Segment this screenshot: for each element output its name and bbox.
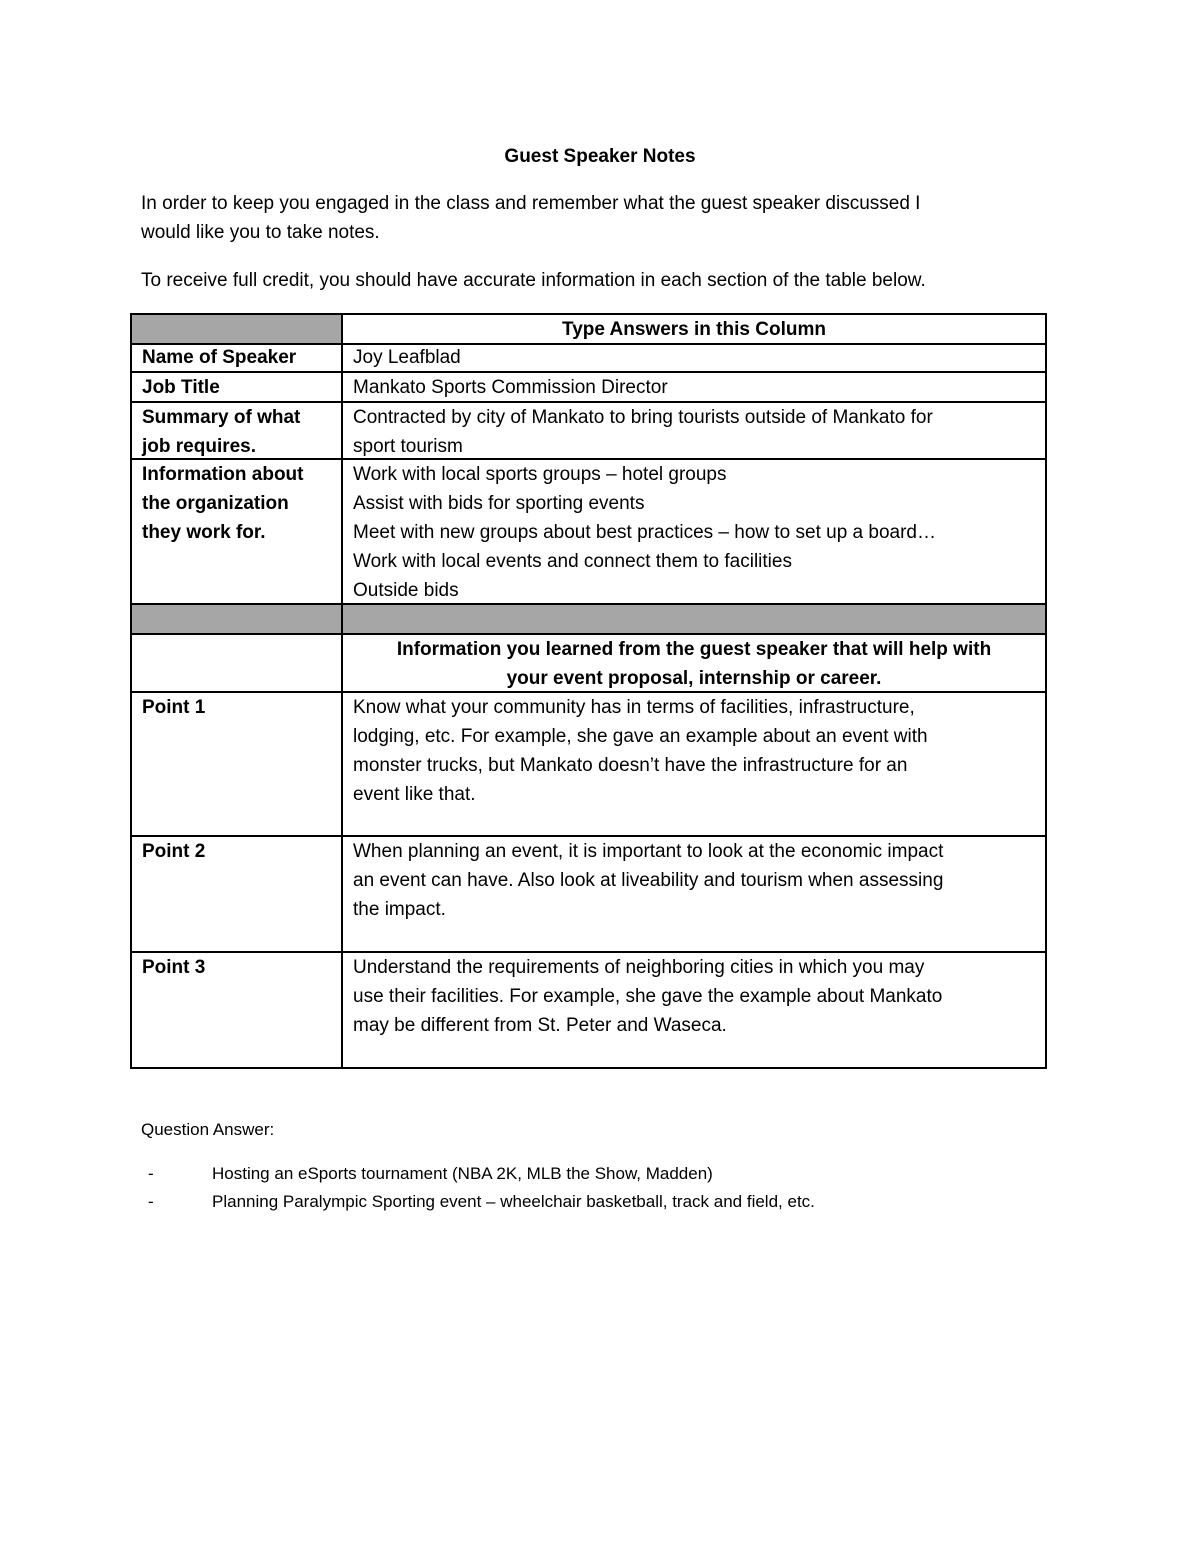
table-header-row	[132, 315, 1045, 345]
point-label-cell	[132, 953, 343, 1069]
row-value: Mankato Sports Commission Director	[353, 377, 668, 398]
notes-table	[130, 313, 1047, 1069]
point-row	[132, 837, 1045, 953]
row-label-cell	[132, 373, 343, 401]
point-row	[132, 953, 1045, 1069]
point-text: When planning an event, it is important to look at the economic impact	[353, 841, 944, 862]
row-value: Work with local sports groups – hotel groups	[353, 464, 727, 485]
section-header: your event proposal, internship or career.	[506, 668, 882, 689]
section-header: Information you learned from the guest speaker that will help with	[396, 639, 992, 660]
table-row	[132, 460, 1045, 605]
point-text: an event can have. Also look at liveability and tourism when assessing	[353, 870, 944, 891]
row-value-cell	[343, 403, 1045, 458]
point-value-cell	[343, 693, 1045, 835]
section-header-row	[132, 635, 1045, 693]
column-header: Type Answers in this Column	[562, 319, 826, 340]
row-value: Assist with bids for sporting events	[353, 493, 645, 514]
point-label-cell	[132, 837, 343, 951]
point-text: Understand the requirements of neighboring cities in which you may	[353, 957, 925, 978]
answer-item: Hosting an eSports tournament (NBA 2K, MLB the Show, Madden)	[212, 1164, 713, 1183]
row-value: Joy Leafblad	[353, 347, 461, 368]
row-value-cell	[343, 343, 1045, 371]
point-label: Point 3	[142, 957, 206, 978]
section-header-cell	[343, 635, 1045, 691]
row-value: Outside bids	[353, 580, 459, 601]
row-label-cell	[132, 403, 343, 458]
row-value: Work with local events and connect them to facilities	[353, 551, 792, 572]
page-title: Guest Speaker Notes	[504, 146, 696, 167]
row-value: Contracted by city of Mankato to bring tourists outside of Mankato for	[353, 407, 933, 428]
question-answer-label: Question Answer:	[141, 1120, 275, 1139]
row-label: Information about	[142, 464, 304, 485]
table-row	[132, 343, 1045, 373]
point-label-cell	[132, 693, 343, 835]
row-label: they work for.	[142, 522, 266, 543]
row-value: Meet with new groups about best practices – how to set up a board…	[353, 522, 936, 543]
row-label: Name of Speaker	[142, 347, 297, 368]
gray-cell	[343, 605, 1045, 633]
point-text: Know what your community has in terms of facilities, infrastructure,	[353, 697, 915, 718]
row-value: sport tourism	[353, 436, 463, 457]
row-label: the organization	[142, 493, 289, 514]
intro-line-1: In order to keep you engaged in the class and remember what the guest speaker discussed I	[141, 193, 921, 214]
header-cell	[343, 315, 1045, 343]
row-label-cell	[132, 343, 343, 371]
row-value-cell	[343, 373, 1045, 401]
bullet-dash: -	[148, 1164, 154, 1183]
point-value-cell	[343, 837, 1045, 951]
point-label: Point 1	[142, 697, 206, 718]
empty-cell	[132, 635, 343, 691]
table-row	[132, 403, 1045, 460]
point-text: use their facilities. For example, she gave the example about Mankato	[353, 986, 943, 1007]
table-row	[132, 373, 1045, 403]
bullet-dash: -	[148, 1192, 154, 1211]
gray-cell	[132, 605, 343, 633]
point-text: may be different from St. Peter and Waseca.	[353, 1015, 727, 1036]
point-text: event like that.	[353, 784, 476, 805]
row-value-cell	[343, 460, 1045, 603]
row-label: job requires.	[142, 436, 257, 457]
point-text: lodging, etc. For example, she gave an example about an event with	[353, 726, 928, 747]
row-label: Job Title	[142, 377, 220, 398]
row-label-cell	[132, 460, 343, 603]
intro-line-2: would like you to take notes.	[141, 222, 380, 243]
point-label: Point 2	[142, 841, 206, 862]
header-label-cell	[132, 315, 343, 343]
instruction: To receive full credit, you should have accurate information in each section of the table below.	[141, 270, 926, 291]
row-label: Summary of what	[142, 407, 301, 428]
point-row	[132, 693, 1045, 837]
gray-separator-row	[132, 605, 1045, 635]
point-text: the impact.	[353, 899, 446, 920]
point-text: monster trucks, but Mankato doesn’t have the infrastructure for an	[353, 755, 908, 776]
answer-item: Planning Paralympic Sporting event – wheelchair basketball, track and field, etc.	[212, 1192, 815, 1211]
point-value-cell	[343, 953, 1045, 1069]
